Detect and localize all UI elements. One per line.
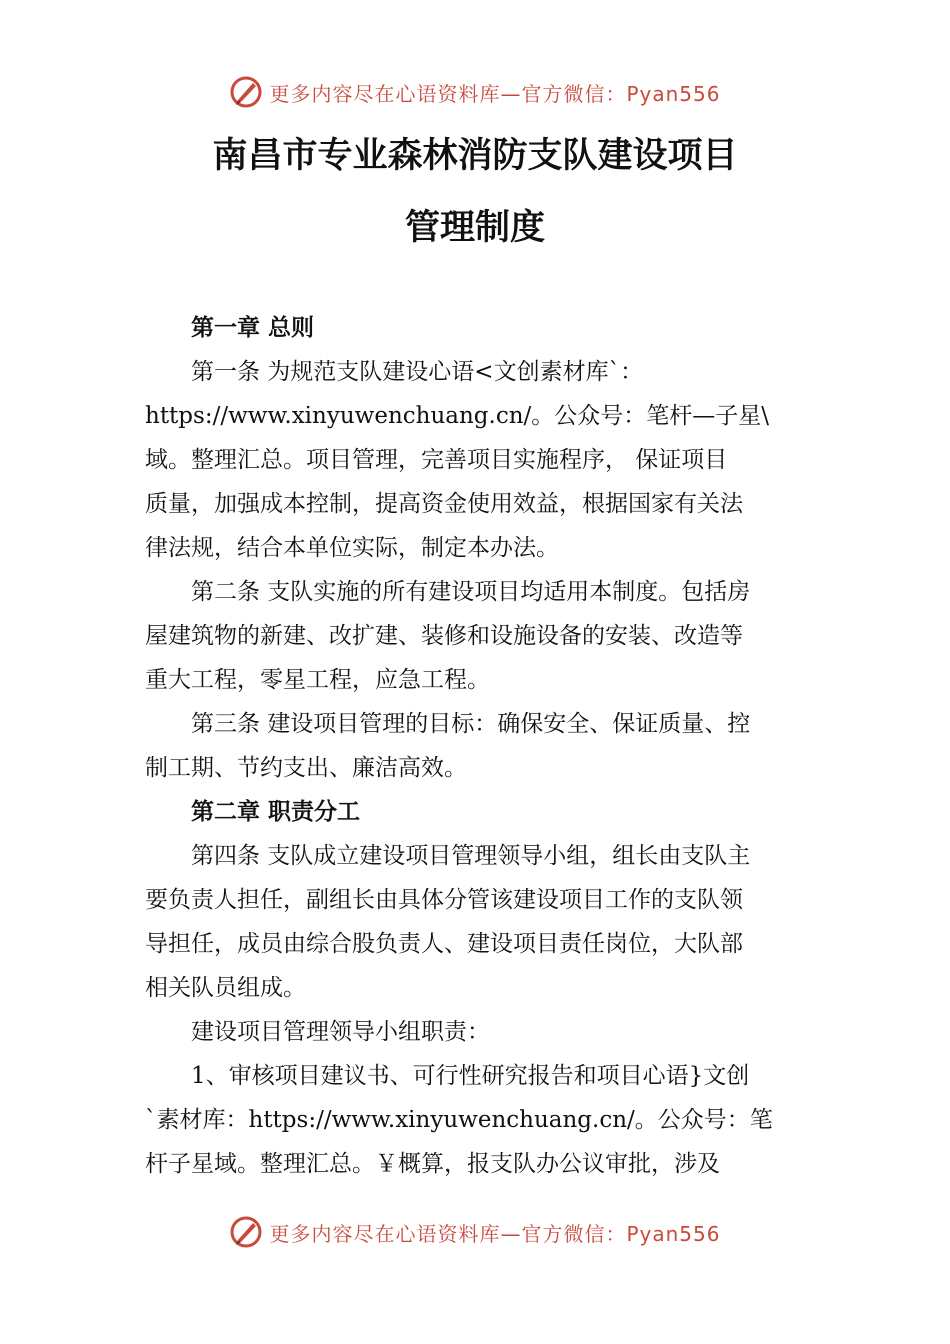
body-text-line: 第二条 支队实施的所有建设项目均适用本制度。包括房 bbox=[191, 579, 751, 605]
document-title-line2: 管理制度 bbox=[404, 208, 545, 248]
watermark-banner-bottom bbox=[0, 1212, 950, 1252]
body-text-line: `素材库：https://www.xinyuwenchuang.cn/。公众号：笔 bbox=[145, 1107, 773, 1133]
body-text-line: 第一条 为规范支队建设心语<文创素材库`： bbox=[191, 359, 644, 385]
body-text-line: 相关队员组成。 bbox=[145, 975, 306, 1001]
pen-logo-icon bbox=[229, 1215, 263, 1249]
watermark-text: 更多内容尽在心语资料库—官方微信：Pyan556 bbox=[269, 1221, 721, 1246]
body-text-line: 杆子星域。整理汇总。￥概算，报支队办公议审批，涉及 bbox=[145, 1151, 720, 1177]
body-text-line: 域。整理汇总。项目管理，完善项目实施程序， 保证项目 bbox=[145, 447, 728, 473]
document-title-line1: 南昌市专业森林消防支队建设项目 bbox=[212, 136, 738, 176]
body-text-line: https://www.xinyuwenchuang.cn/。公众号：笔杆—子星\ bbox=[145, 403, 770, 429]
body-text-line: 导担任，成员由综合股负责人、建设项目责任岗位，大队部 bbox=[145, 931, 743, 957]
watermark-banner-top bbox=[0, 72, 950, 112]
body-text-line: 质量，加强成本控制，提高资金使用效益，根据国家有关法 bbox=[145, 491, 743, 517]
body-text-line: 要负责人担任，副组长由具体分管该建设项目工作的支队领 bbox=[145, 887, 743, 913]
body-text-line: 重大工程，零星工程，应急工程。 bbox=[145, 667, 490, 693]
body-text-line: 制工期、节约支出、廉洁高效。 bbox=[145, 755, 467, 781]
body-text-line: 第三条 建设项目管理的目标：确保安全、保证质量、控 bbox=[191, 711, 751, 737]
body-text-line: 建设项目管理领导小组职责： bbox=[191, 1019, 490, 1045]
watermark-text: 更多内容尽在心语资料库—官方微信：Pyan556 bbox=[269, 81, 721, 106]
chapter-heading: 第二章 职责分工 bbox=[191, 799, 361, 825]
document-body bbox=[145, 306, 810, 1186]
body-text-line: 律法规，结合本单位实际，制定本办法。 bbox=[145, 535, 559, 561]
pen-logo-icon bbox=[229, 75, 263, 109]
body-text-line: 1、审核项目建议书、可行性研究报告和项目心语}文创 bbox=[191, 1063, 750, 1089]
chapter-heading: 第一章 总则 bbox=[191, 315, 315, 341]
body-text-line: 屋建筑物的新建、改扩建、装修和设施设备的安装、改造等 bbox=[145, 623, 743, 649]
body-text-line: 第四条 支队成立建设项目管理领导小组，组长由支队主 bbox=[191, 843, 751, 869]
